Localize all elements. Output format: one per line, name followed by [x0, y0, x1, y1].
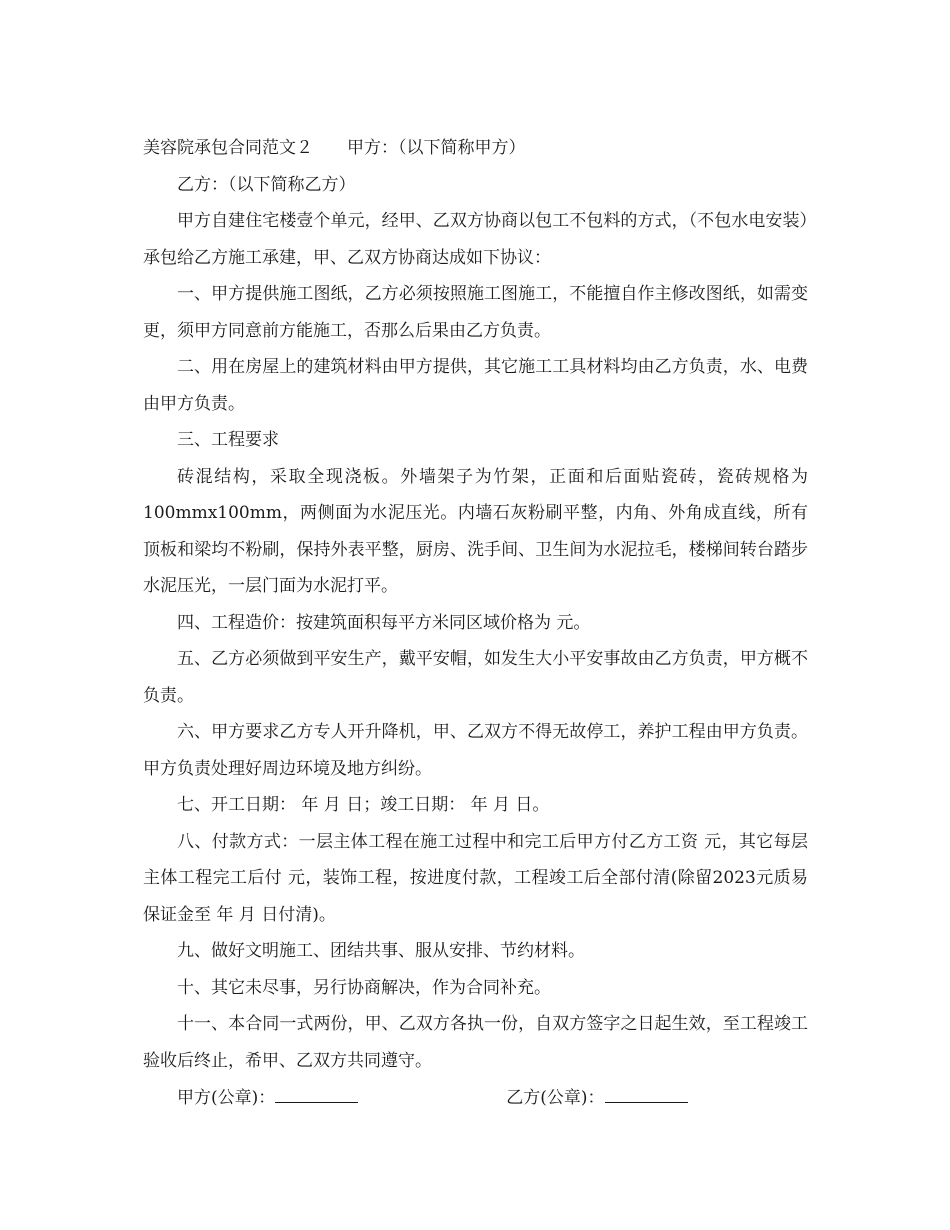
document-body — [143, 130, 808, 1117]
party-a-signature-line — [275, 1088, 358, 1103]
paragraph-clause-11: 十一、本合同一式两份，甲、乙双方各执一份，自双方签字之日起生效，至工程竣工验收后终止，希甲、乙双方共同遵守。 — [143, 1014, 808, 1071]
paragraph-clause-8: 八、付款方式：一层主体工程在施工过程中和完工后甲方付乙方工资 元，其它每层主体工程完工后付 元，装饰工程，按进度付款，工程竣工后全部付清(除留2023元质易保证金至 年 月 日付清)。 — [143, 831, 808, 925]
paragraph-clause-3-body: 砖混结构，采取全现浇板。外墙架子为竹架，正面和后面贴瓷砖，瓷砖规格为100mmx100mm，两侧面为水泥压光。内墙石灰粉刷平整，内角、外角成直线，所有顶板和梁均不粉刷，保持外表平整，厨房、洗手间、卫生间为水泥拉毛，楼梯间转台踏步水泥压光，一层门面为水泥打平。 — [143, 466, 808, 596]
paragraph-clause-3-heading: 三、工程要求 — [177, 430, 279, 450]
party-a-intro: 甲方：（以下简称甲方） — [347, 138, 526, 158]
title-line — [143, 130, 808, 167]
paragraph-preamble: 甲方自建住宅楼壹个单元，经甲、乙双方协商以包工不包料的方式，（不包水电安装）承包给乙方施工承建，甲、乙双方协商达成如下协议： — [143, 211, 808, 268]
paragraph-clause-4: 四、工程造价：按建筑面积每平方米同区域价格为 元。 — [177, 612, 591, 633]
paragraph-clause-5: 五、乙方必须做到平安生产，戴平安帽，如发生大小平安事故由乙方负责，甲方概不负责。 — [143, 649, 808, 706]
paragraph-clause-2: 二、用在房屋上的建筑材料由甲方提供，其它施工工具材料均由乙方负责，水、电费由甲方负责。 — [143, 357, 808, 414]
party-b-intro: 乙方：（以下简称乙方） — [177, 174, 356, 195]
party-a-seal-label: 甲方(公章)： — [177, 1088, 276, 1108]
paragraph-clause-10: 十、其它未尽事，另行协商解决，作为合同补充。 — [177, 977, 551, 998]
paragraph-clause-1: 一、甲方提供施工图纸，乙方必须按照施工图施工，不能擅自作主修改图纸，如需变更，须甲方同意前方能施工，否那么后果由乙方负责。 — [143, 284, 808, 341]
party-a-signature — [177, 1080, 358, 1117]
paragraph-clause-7: 七、开工日期： 年 月 日；竣工日期： 年 月 日。 — [177, 795, 550, 815]
party-b-seal-label: 乙方(公章)： — [506, 1088, 605, 1108]
paragraph-clause-9: 九、做好文明施工、团结共事、服从安排、节约材料。 — [177, 941, 585, 961]
party-b-signature-line — [605, 1088, 688, 1103]
signature-row — [143, 1080, 808, 1117]
party-b-signature — [506, 1080, 687, 1117]
document-title: 美容院承包合同范文２ — [143, 138, 313, 158]
paragraph-clause-6: 六、甲方要求乙方专人开升降机，甲、乙双方不得无故停工，养护工程由甲方负责。甲方负责处理好周边环境及地方纠纷。 — [143, 722, 808, 779]
